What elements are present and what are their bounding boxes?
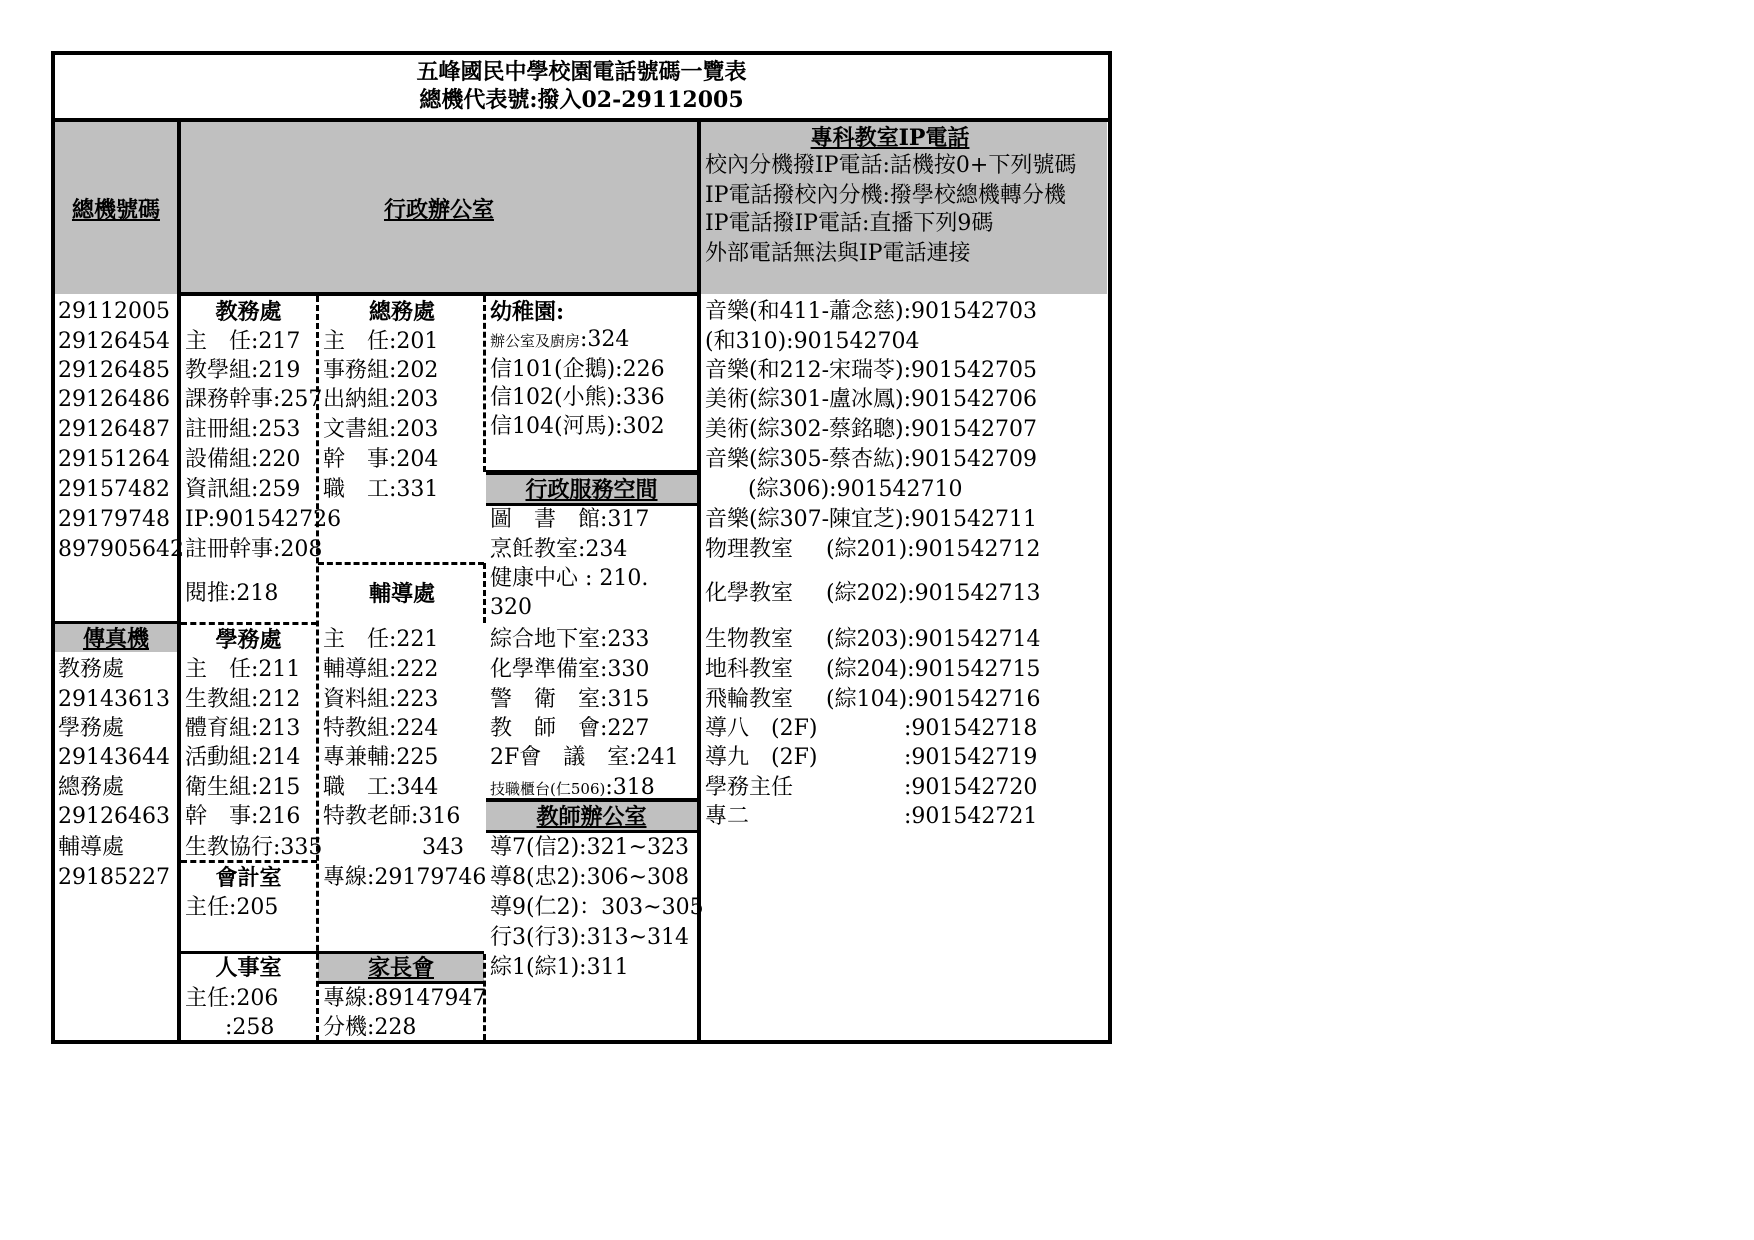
student-affairs-line: 主 任:211 xyxy=(185,657,301,682)
admin-space-line: 烹飪教室:234 xyxy=(490,537,628,562)
kindergarten-line: 信101(企鵝):226 xyxy=(490,357,665,382)
academic-line: IP:901542726 xyxy=(185,507,342,532)
personnel-line: :258 xyxy=(203,1015,275,1040)
kindergarten-line: 信104(河馬):302 xyxy=(490,414,665,439)
admin-header: 行政辦公室 xyxy=(383,197,494,223)
kindergarten-office: 辦公室及廚房 xyxy=(490,332,581,350)
fax-line: 29126463 xyxy=(58,804,170,829)
trunk-header: 總機號碼 xyxy=(71,197,160,223)
ip-entry: (和310):901542704 xyxy=(705,329,920,354)
fax-line: 教務處 xyxy=(58,657,125,682)
ip-entry-label: 化學教室 xyxy=(705,581,794,606)
ip-entry-label: 學務主任 xyxy=(705,775,794,800)
ip-entry-label: 飛輪教室 xyxy=(705,687,794,712)
general-affairs-line: 主 任:201 xyxy=(323,329,439,354)
trunk-number: 29126487 xyxy=(58,417,170,442)
admin-space-title: 行政服務空間 xyxy=(525,477,658,503)
fax-line: 29143644 xyxy=(58,745,170,770)
parents-line: 專線:89147947 xyxy=(323,986,487,1011)
dashed-counseling-top xyxy=(318,562,484,565)
academic-line: 註冊組:253 xyxy=(185,417,301,442)
ip-note: 外部電話無法與IP電話連接 xyxy=(705,241,971,266)
counseling-line: 特教組:224 xyxy=(323,716,439,741)
kindergarten-office-line xyxy=(490,326,629,355)
admin-space-line: 化學準備室:330 xyxy=(490,657,650,682)
parents-line: 分機:228 xyxy=(323,1015,417,1040)
ip-entry-label: 生物教室 xyxy=(705,627,794,652)
admin-space-line: 健康中心 : 210. xyxy=(490,566,649,591)
academic-line: 設備組:220 xyxy=(185,447,301,472)
trunk-number: 29179748 xyxy=(58,507,170,532)
admin-space-line: 綜合地下室:233 xyxy=(490,627,650,652)
admin-space-line: 圖 書 館:317 xyxy=(490,507,650,532)
ip-entry-label: 導八 (2F) xyxy=(705,716,818,741)
kindergarten-office-ext: :324 xyxy=(580,327,630,352)
admin-space-counter-ext: :318 xyxy=(605,775,655,800)
border-top xyxy=(51,51,1112,55)
ip-entry-label: 專二 xyxy=(705,804,750,829)
trunk-number: 29126454 xyxy=(58,329,170,354)
ip-entry-room: (綜201):901542712 xyxy=(826,537,1041,562)
counseling-line: 343 xyxy=(422,835,464,860)
dashed-academic-bottom xyxy=(181,622,317,625)
header-divider-left xyxy=(181,292,697,296)
ip-entry: (綜306):901542710 xyxy=(748,477,963,502)
ip-entry-label: 物理教室 xyxy=(705,537,794,562)
counseling-line: 專線:29179746 xyxy=(323,865,487,890)
counseling-line: 特教老師:316 xyxy=(323,804,461,829)
admin-space-line-top xyxy=(486,470,697,475)
trunk-number: 29112005 xyxy=(58,299,170,324)
col-divider-1 xyxy=(177,122,181,1042)
counseling-line: 輔導組:222 xyxy=(323,657,439,682)
student-affairs-line: 幹 事:216 xyxy=(185,804,301,829)
counseling-line: 資料組:223 xyxy=(323,687,439,712)
trunk-number: 29126485 xyxy=(58,358,170,383)
ip-entry-room: :901542720 xyxy=(904,775,1038,800)
ip-entry-room: (綜202):901542713 xyxy=(826,581,1041,606)
personnel-line: 主任:206 xyxy=(185,986,279,1011)
student-affairs-line: 體育組:213 xyxy=(185,716,301,741)
ip-entry: 美術(綜301-盧冰鳳):901542706 xyxy=(705,387,1037,412)
admin-space-counter-line xyxy=(490,774,655,803)
ip-entry-room: :901542719 xyxy=(904,745,1038,770)
border-right xyxy=(1108,51,1112,1044)
ip-entry-room: :901542721 xyxy=(904,804,1038,829)
ip-entry: 音樂(和212-宋瑞苓):901542705 xyxy=(705,358,1037,383)
general-affairs-line: 文書組:203 xyxy=(323,417,439,442)
counseling-line: 主 任:221 xyxy=(323,627,439,652)
title-divider xyxy=(51,118,1112,122)
student-affairs-title: 學務處 xyxy=(215,627,282,653)
personnel-title: 人事室 xyxy=(215,955,282,981)
ip-entry: 音樂(綜305-蔡杏紘):901542709 xyxy=(705,447,1037,472)
academic-line: 註冊幹事:208 xyxy=(185,537,323,562)
fax-line: 總務處 xyxy=(58,775,125,800)
fax-line: 輔導處 xyxy=(58,835,125,860)
trunk-number: 29126486 xyxy=(58,387,170,412)
teacher-office-line: 行3(行3):313~314 xyxy=(490,925,689,950)
fax-line: 29143613 xyxy=(58,687,170,712)
ip-entry-room: (綜104):901542716 xyxy=(826,687,1041,712)
accounting-title: 會計室 xyxy=(215,865,282,891)
trunk-number: 897905642 xyxy=(58,537,184,562)
ip-entry-label: 地科教室 xyxy=(705,657,794,682)
admin-space-line: 2F會 議 室:241 xyxy=(490,745,679,770)
fax-line: 29185227 xyxy=(58,865,170,890)
admin-space-line: 教 師 會:227 xyxy=(490,716,650,741)
fax-title: 傳真機 xyxy=(82,626,149,652)
general-affairs-line: 事務組:202 xyxy=(323,358,439,383)
academic-line: 教學組:219 xyxy=(185,358,301,383)
student-affairs-line: 生教組:212 xyxy=(185,687,301,712)
academic-title: 教務處 xyxy=(215,299,282,325)
counseling-line: 專兼輔:225 xyxy=(323,745,439,770)
ip-entry: 音樂(綜307-陳宜芝):901542711 xyxy=(705,507,1037,532)
teacher-office-line: 綜1(綜1):311 xyxy=(490,955,629,980)
teacher-office-line: 導7(信2):321~323 xyxy=(490,835,689,860)
ip-note: IP電話撥IP電話:直播下列9碼 xyxy=(705,211,994,236)
ip-entry: 美術(綜302-蔡銘聰):901542707 xyxy=(705,417,1037,442)
academic-line: 課務幹事:257 xyxy=(185,387,323,412)
counseling-line: 職 工:344 xyxy=(323,775,439,800)
accounting-line: 主任:205 xyxy=(185,895,279,920)
parents-title: 家長會 xyxy=(367,955,434,981)
ip-entry-room: :901542718 xyxy=(904,716,1038,741)
admin-space-line: 320 xyxy=(490,595,532,620)
general-affairs-line: 出納組:203 xyxy=(323,387,439,412)
counseling-title: 輔導處 xyxy=(368,581,435,607)
general-affairs-line: 職 工:331 xyxy=(323,477,439,502)
ip-entry-room: (綜203):901542714 xyxy=(826,627,1041,652)
student-affairs-line: 活動組:214 xyxy=(185,745,301,770)
teacher-office-line: 導8(忠2):306~308 xyxy=(490,865,689,890)
academic-line: 閱推:218 xyxy=(185,581,279,606)
ip-entry-label: 導九 (2F) xyxy=(705,745,818,770)
kindergarten-title: 幼稚園: xyxy=(490,299,565,325)
trunk-number: 29157482 xyxy=(58,477,170,502)
ip-note: IP電話撥校內分機:撥學校總機轉分機 xyxy=(705,183,1066,208)
admin-space-line: 警 衛 室:315 xyxy=(490,687,650,712)
general-affairs-line: 幹 事:204 xyxy=(323,447,439,472)
ip-note: 校內分機撥IP電話:話機按0+下列號碼 xyxy=(705,153,1077,178)
page-subtitle: 總機代表號:撥入02-29112005 xyxy=(419,87,744,113)
academic-line: 資訊組:259 xyxy=(185,477,301,502)
teacher-office-line: 導9(仁2)：303~305 xyxy=(490,895,704,920)
fax-line: 學務處 xyxy=(58,716,125,741)
student-affairs-line: 生教協行:335 xyxy=(185,835,323,860)
kindergarten-line: 信102(小熊):336 xyxy=(490,385,665,410)
ip-entry-room: (綜204):901542715 xyxy=(826,657,1041,682)
admin-space-counter: 技職櫃台(仁506) xyxy=(490,780,606,798)
student-affairs-line: 衛生組:215 xyxy=(185,775,301,800)
ip-header: 專科教室IP電話 xyxy=(810,125,970,151)
teacher-office-title: 教師辦公室 xyxy=(536,804,647,830)
page-title: 五峰國民中學校園電話號碼一覽表 xyxy=(416,59,747,85)
trunk-number: 29151264 xyxy=(58,447,170,472)
general-affairs-title: 總務處 xyxy=(368,299,435,325)
ip-entry: 音樂(和411-蕭念慈):901542703 xyxy=(705,299,1037,324)
academic-line: 主 任:217 xyxy=(185,329,301,354)
fax-divider xyxy=(55,621,177,624)
